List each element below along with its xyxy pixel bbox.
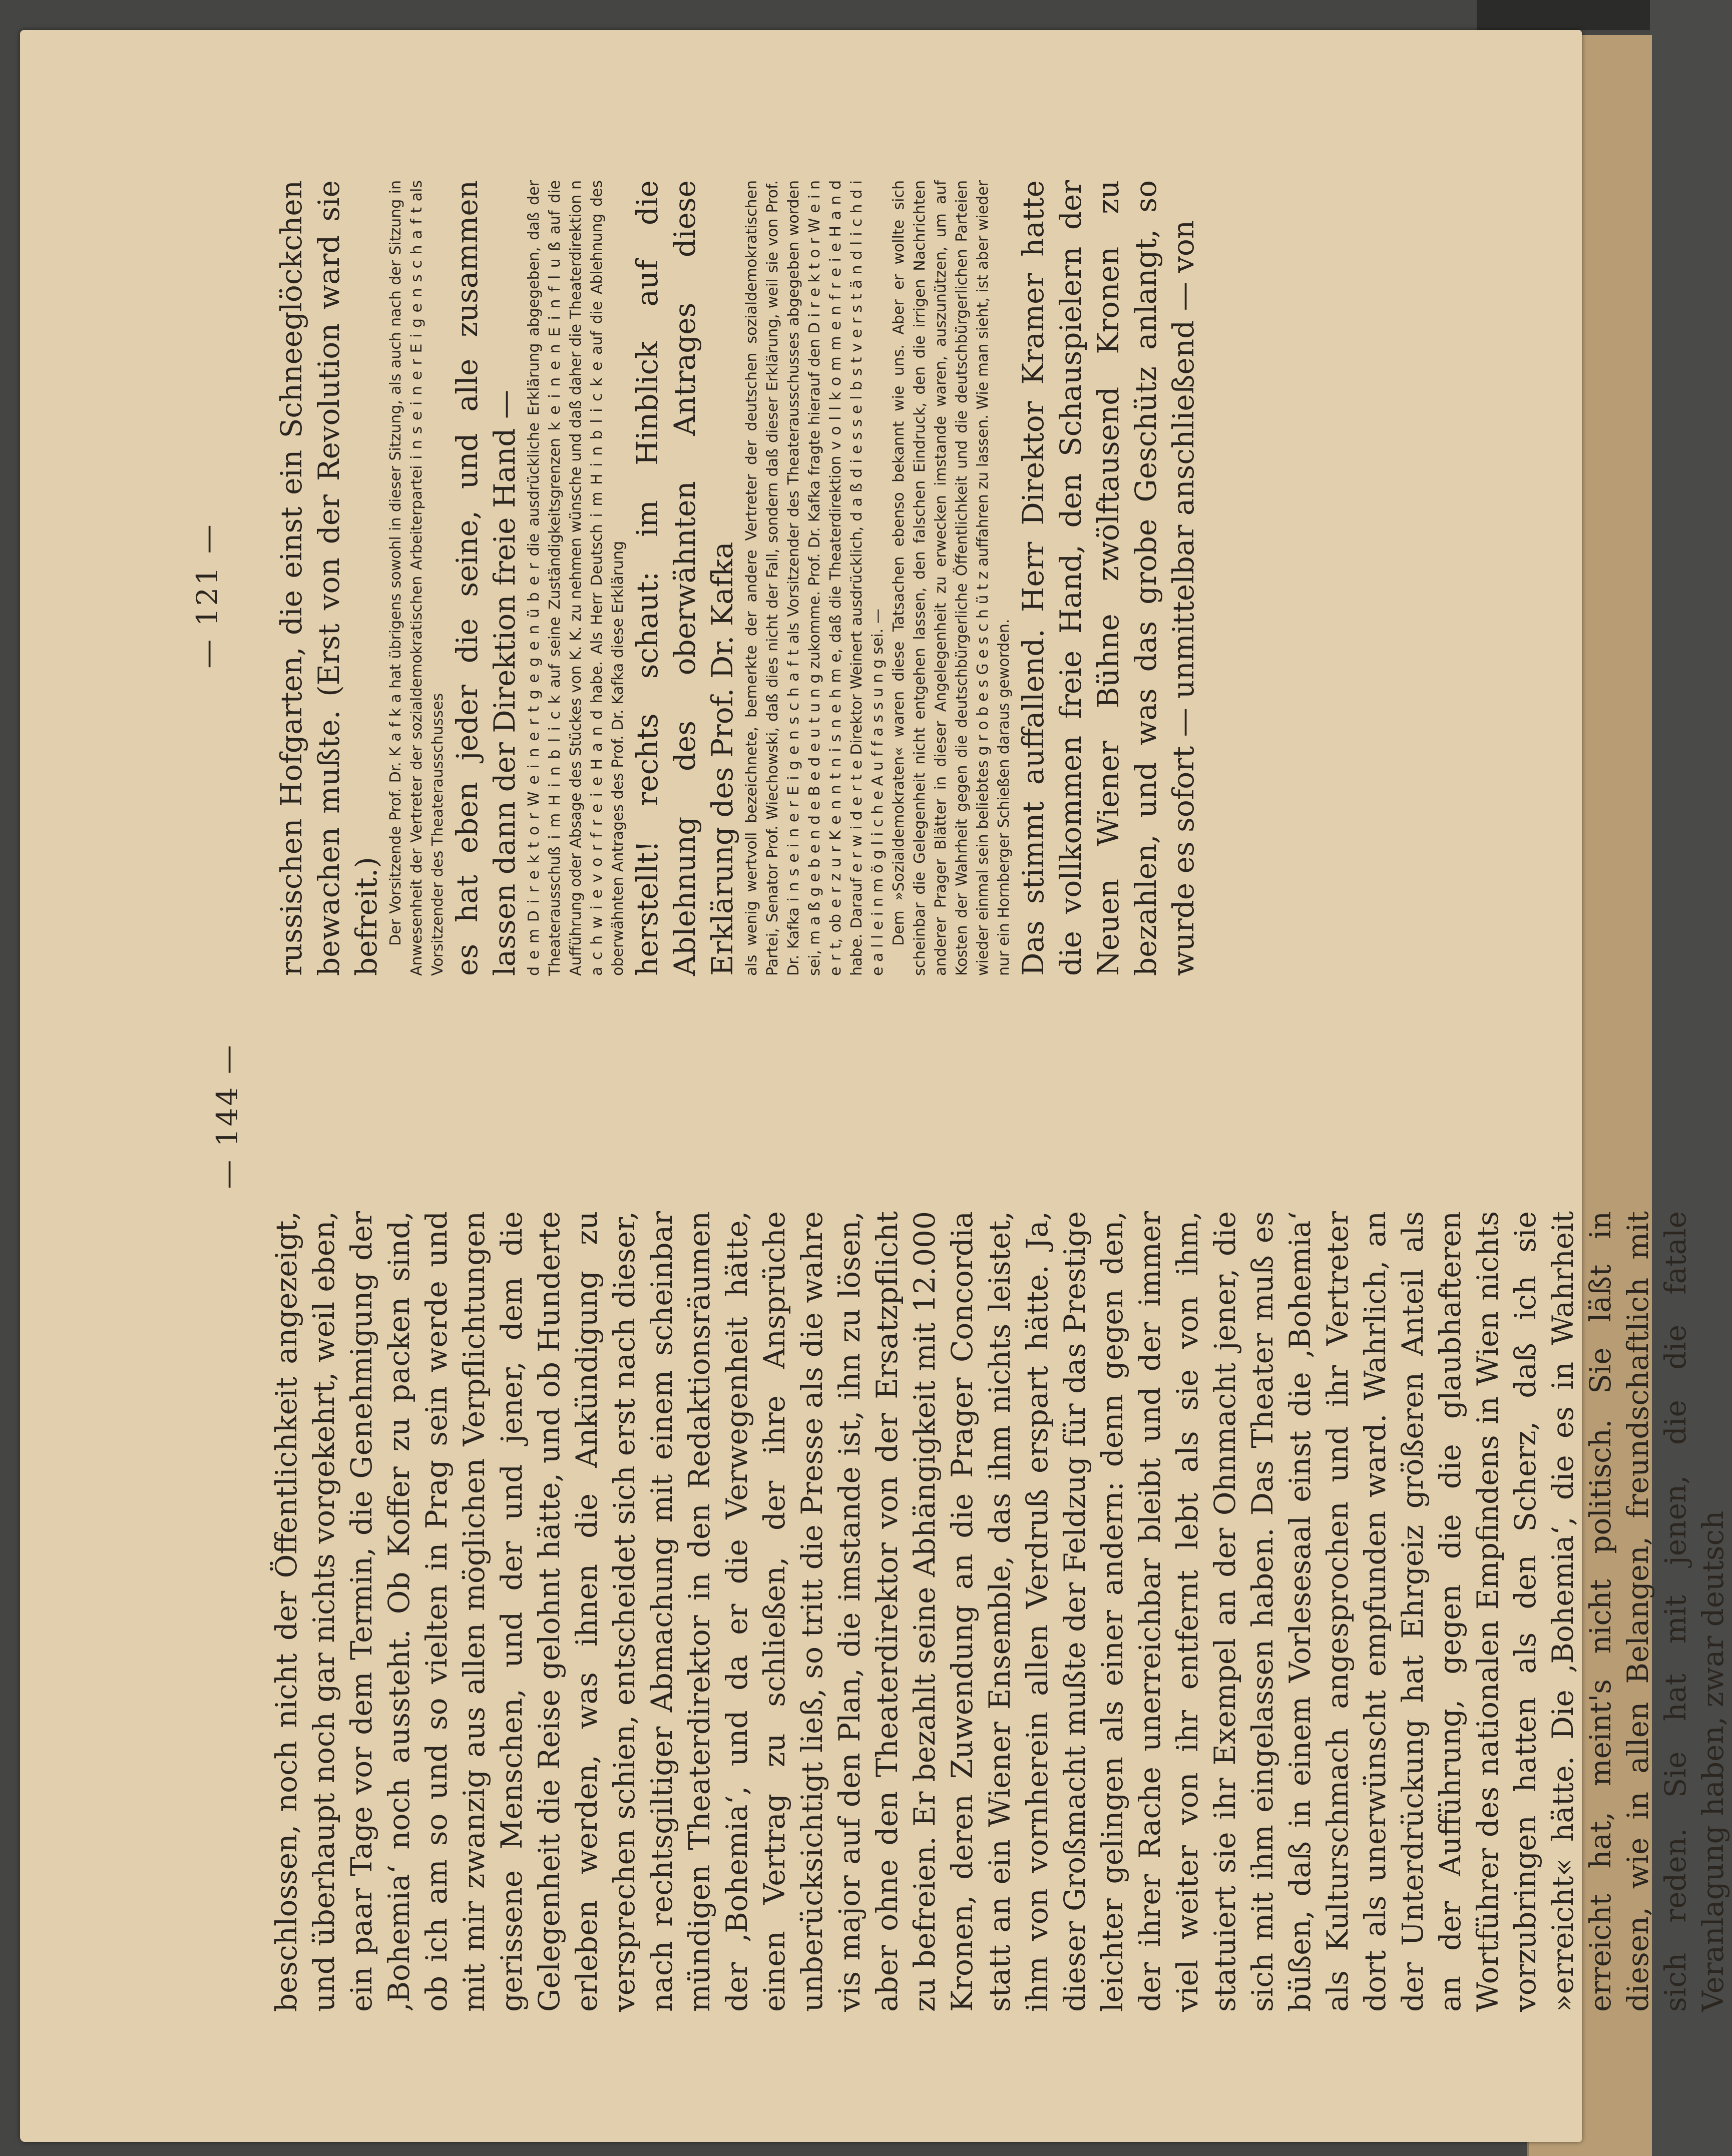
right-quote-3: als wenig wertvoll bezeichnete, bemerkte der andere Vertreter der deutschen sozialdemokratischen Partei, Senator Prof. Wiechowski, daß dies nicht der Fall, sondern daß dieser Erklärung, weil sie von Prof. Dr. Kafka i n s e i n e r E i g e n s c h a f t als Vorsitzender des Theaterausschusses abgegeben worden sei, m a ß g e b e n d e B e d e u t u n g zukomme. Prof. Dr. Kafka fragte hierauf den D i r e k t o r W e i n e r t, ob e r z u r K e n n t n i s n e h m e, daß die Theaterdirektion v o l l k o m m e n f r e i e H a n d habe. Darauf e r w i d e r t e Direktor Weinert ausdrücklich, d a ß d i e s s e l b s t v e r s t ä n d l i c h d i e a l l e i n m ö g l i c h e A u f f a s s u n g sei. —	[743, 180, 887, 976]
right-quote-4: Dem »Sozialdemokraten« waren diese Tatsachen ebenso bekannt wie uns. Aber er wollte sich scheinbar die Gelegenheit nicht entgehen lassen, den falschen Eindruck, den die irrigen Nachrichten anderer Prager Blätter in dieser Angelegenheit zu erwecken imstande waren, auszunützen, um auf Kosten der Wahrheit gegen die deutschbürgerliche Öffentlichkeit und die deutschbürgerlichen Parteien wieder einmal sein beliebtes g r o b e s G e s c h ü t z auffahren zu lassen. Wie man sieht, ist aber wieder nur ein Hornberger Schießen daraus geworden.	[890, 180, 1013, 976]
left-page-folio: — 144 —	[210, 1043, 244, 1189]
right-paragraph-3: herstellt! rechts schaut: im Hinblick auf die Ablehnung des oberwähnten Antrages diese Erklärung des Prof. Dr. Kafka	[630, 180, 739, 976]
right-paragraph-4: Das stimmt auffallend. Herr Direktor Kramer hatte die vollkommen freie Hand, den Schauspielern der Neuen Wiener Bühne zwölftausend Kronen zu bezahlen, und was das grobe Geschütz anlangt, so wurde es sofort — unmittelbar anschließend — von	[1016, 180, 1200, 976]
left-page-paragraph: beschlossen, noch nicht der Öffentlichkeit angezeigt, und überhaupt noch gar nichts vorgekehrt, weil eben, ein paar Tage vor dem Termin, die Genehmigung der ‚Bohemia‘ noch aussteht. Ob Koffer zu packen sind, ob ich am so und so vielten in Prag sein werde und mit mir zwanzig aus allen möglichen Verpflichtungen gerissene Menschen, und der und jener, dem die Gelegenheit die Reise gelohnt hätte, und ob Hunderte erleben werden, was ihnen die Ankündigung zu versprechen schien, entscheidet sich erst nach dieser, nach rechtsgiltiger Abmachung mit einem scheinbar mündigen Theaterdirektor in den Redaktionsräumen der ‚Bohemia‘, und da er die Verwegenheit hätte, einen Vertrag zu schließen, der ihre Ansprüche unberücksichtigt ließ, so tritt die Presse als die wahre vis major auf den Plan, die imstande ist, ihn zu lösen, aber ohne den Theaterdirektor von der Ersatzpflicht zu befreien. Er bezahlt seine Abhängigkeit mit 12.000 Kronen, deren Zuwendung an die Prager Concordia statt an ein Wiener Ensemble, das ihm nichts leistet, ihm von vornherein allen Verdruß erspart hätte. Ja, dieser Großmacht mußte der Feldzug für das Prestige leichter gelingen als einer andern: denn gegen den, der ihrer Rache unerreichbar bleibt und der immer viel weiter von ihr entfernt lebt als sie von ihm, statuiert sie ihr Exempel an der Ohnmacht jener, die sich mit ihm eingelassen haben. Das Theater muß es büßen, daß in einem Vorlesesaal einst die ‚Bohemia‘ als Kulturschmach angesprochen und ihr Vertreter dort als unerwünscht empfunden ward. Wahrlich, an der Unterdrückung hat Ehrgeiz größeren Anteil als an der Aufführung, gegen die die glaubhafteren Wortführer des nationalen Empfindens in Wien nichts vorzubringen hatten als den Scherz, daß ich sie »erreicht« hätte. Die ‚Bohemia‘, die es in Wahrheit erreicht hat, meint's nicht politisch. Sie läßt in diesen, wie in allen Belangen, freundschaftlich mit sich reden. Sie hat mit jenen, die die fatale Veranlagung haben, zwar deutsch	[269, 1211, 1730, 2012]
right-paragraph-1: russischen Hofgarten, die einst ein Schneeglöckchen bewachen mußte. (Erst von der Revolution ward sie befreit.)	[274, 180, 383, 976]
book-spread	[20, 30, 1730, 2142]
right-page-folio: — 121 —	[190, 522, 224, 669]
right-page-column	[273, 180, 1202, 976]
rotated-text-block	[75, 80, 1730, 2107]
right-quote-1: Der Vorsitzende Prof. Dr. K a f k a hat übrigens sowohl in dieser Sitzung, als auch nach der Sitzung in Anwesenheit der Vertreter der sozialdemokratischen Arbeiterpartei i n s e i n e r E i g e n s c h a f t als Vorsitzender des Theaterausschusses	[387, 180, 447, 976]
right-paragraph-2: es hat eben jeder die seine, und alle zusammen lassen dann der Direktion freie Hand —	[450, 180, 522, 976]
scanner-strip	[1477, 0, 1650, 30]
right-quote-2: d e m D i r e k t o r W e i n e r t g e g e n ü b e r die ausdrückliche Erklärung abgegeben, daß der Theaterausschuß i m H i n b l i c k auf seine Zuständigkeitsgrenzen k e i n e n E i n f l u ß auf die Aufführung oder Absage des Stückes von K. K. zu nehmen wünsche und daß daher die Theaterdirektion n a c h w i e v o r f r e i e H a n d habe. Als Herr Deutsch i m H i n b l i c k e auf die Ablehnung des oberwähnten Antrages des Prof. Dr. Kafka diese Erklärung	[525, 180, 627, 976]
left-page-column	[268, 1211, 1732, 2012]
